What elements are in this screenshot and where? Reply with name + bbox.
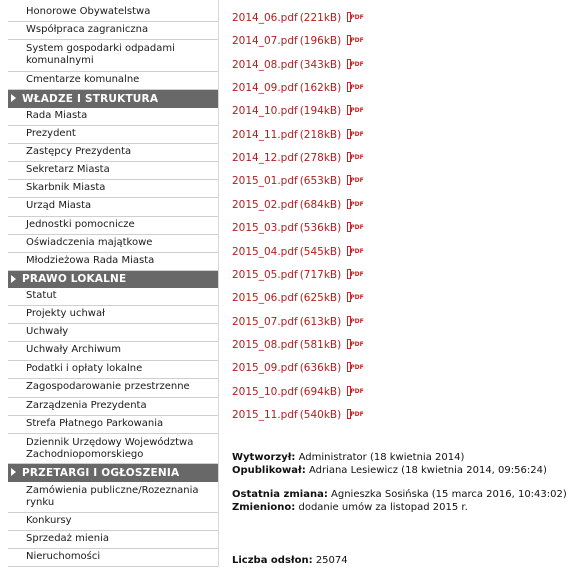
pdf-icon-text: PDF — [350, 318, 364, 325]
section-header[interactable] — [8, 90, 218, 108]
sidebar-item[interactable] — [8, 235, 218, 253]
sidebar-item[interactable] — [8, 288, 218, 306]
sidebar-item-label: Sprzedaż mienia — [26, 533, 110, 544]
sidebar-item[interactable] — [8, 342, 218, 361]
pdf-icon — [347, 129, 364, 139]
sidebar-menu — [8, 0, 219, 567]
file-size: (540kB) — [299, 409, 342, 421]
changed-label: Ostatnia zmiana: — [232, 489, 328, 500]
pdf-icon-text: PDF — [350, 341, 364, 348]
sidebar-item[interactable] — [8, 162, 218, 180]
pdf-file-link[interactable] — [232, 385, 364, 399]
created-label: Wytworzył: — [232, 452, 296, 463]
pdf-file-link[interactable] — [232, 245, 364, 259]
section-label: WŁADZE I STRUKTURA — [22, 93, 159, 105]
file-size: (625kB) — [299, 292, 342, 304]
sidebar-item[interactable] — [8, 217, 218, 235]
pdf-file-link[interactable] — [232, 291, 364, 305]
sidebar-item-label: Młodzieżowa Rada Miasta — [26, 255, 155, 266]
file-name: 2015_01.pdf — [232, 175, 298, 187]
sidebar-item-label: Sekretarz Miasta — [26, 164, 110, 175]
file-name: 2014_06.pdf — [232, 12, 298, 24]
sidebar-item[interactable] — [8, 22, 218, 40]
pdf-icon — [347, 152, 364, 162]
file-size: (343kB) — [299, 59, 342, 71]
sidebar-item-label: Zastępcy Prezydenta — [26, 146, 132, 157]
file-name: 2015_02.pdf — [232, 199, 298, 211]
pdf-icon-text: PDF — [350, 294, 364, 301]
modified-value: dodanie umów za listopad 2015 r. — [298, 502, 468, 513]
file-name: 2015_05.pdf — [232, 269, 298, 281]
pdf-file-link[interactable] — [232, 361, 364, 375]
pdf-file-link[interactable] — [232, 315, 364, 329]
pdf-icon-text: PDF — [350, 84, 364, 91]
sidebar-item-label: Statut — [26, 290, 57, 301]
pdf-icon — [347, 246, 364, 256]
sidebar-item[interactable] — [8, 434, 218, 464]
file-size: (545kB) — [299, 246, 342, 258]
pdf-file-link[interactable] — [232, 338, 364, 352]
pdf-icon-text: PDF — [350, 248, 364, 255]
sidebar-item[interactable] — [8, 40, 218, 72]
file-name: 2014_11.pdf — [232, 129, 298, 141]
pdf-icon — [347, 292, 364, 302]
file-size: (196kB) — [299, 35, 342, 47]
pdf-icon — [347, 12, 364, 22]
pdf-file-link[interactable] — [232, 34, 364, 48]
pdf-icon-text: PDF — [350, 364, 364, 371]
file-size: (581kB) — [299, 339, 342, 351]
sidebar-item-label: Konkursy — [26, 515, 72, 526]
published-label: Opublikował: — [232, 465, 306, 476]
sidebar-item-label: Projekty uchwał — [26, 308, 105, 319]
file-size: (694kB) — [299, 386, 342, 398]
sidebar-item[interactable] — [8, 398, 218, 416]
sidebar-item[interactable] — [8, 144, 218, 162]
pdf-icon-text: PDF — [350, 154, 364, 161]
pdf-file-link[interactable] — [232, 104, 364, 118]
pdf-icon — [347, 59, 364, 69]
sidebar-item[interactable] — [8, 180, 218, 198]
sidebar-item[interactable] — [8, 416, 218, 434]
pdf-icon — [347, 199, 364, 209]
file-name: 2014_07.pdf — [232, 35, 298, 47]
pdf-icon — [347, 222, 364, 232]
pdf-file-link[interactable] — [232, 174, 364, 188]
sidebar-item[interactable] — [8, 379, 218, 398]
created-value: Administrator (18 kwietnia 2014) — [298, 452, 465, 463]
published-value: Adriana Lesiewicz (18 kwietnia 2014, 09:56:24) — [308, 465, 547, 476]
sidebar-item-label: Oświadczenia majątkowe — [26, 237, 153, 248]
sidebar-item-label: Dziennik Urzędowy Województwa Zachodniopomorskiego — [26, 437, 194, 460]
sidebar-item[interactable] — [8, 513, 218, 531]
sidebar-item[interactable] — [8, 126, 218, 144]
modified-row — [232, 502, 468, 514]
modified-label: Zmieniono: — [232, 502, 296, 513]
pdf-icon — [347, 35, 364, 45]
views-row — [232, 555, 348, 567]
section-label: PRZETARGI I OGŁOSZENIA — [22, 467, 180, 479]
file-size: (278kB) — [299, 152, 342, 164]
pdf-icon — [347, 362, 364, 372]
triangle-right-icon — [11, 468, 16, 476]
pdf-icon-text: PDF — [350, 201, 364, 208]
file-name: 2015_11.pdf — [232, 409, 298, 421]
pdf-file-link[interactable] — [232, 268, 364, 282]
pdf-icon-text: PDF — [350, 107, 364, 114]
file-size: (636kB) — [299, 362, 342, 374]
file-name: 2015_07.pdf — [232, 316, 298, 328]
pdf-icon — [347, 386, 364, 396]
published-row — [232, 465, 547, 477]
sidebar-item-label: Rada Miasta — [26, 110, 88, 121]
sidebar-item[interactable] — [8, 108, 218, 126]
sidebar-item[interactable] — [8, 0, 218, 22]
pdf-icon — [347, 316, 364, 326]
file-name: 2015_10.pdf — [232, 386, 298, 398]
section-header[interactable] — [8, 271, 218, 288]
sidebar-item[interactable] — [8, 306, 218, 324]
sidebar-item[interactable] — [8, 482, 218, 513]
pdf-icon — [347, 105, 364, 115]
sidebar-item[interactable] — [8, 531, 218, 549]
pdf-icon-text: PDF — [350, 411, 364, 418]
file-name: 2014_09.pdf — [232, 82, 298, 94]
sidebar-item-label: Urząd Miasta — [26, 200, 92, 211]
sidebar-item[interactable] — [8, 549, 218, 567]
file-size: (218kB) — [299, 129, 342, 141]
sidebar-item-label: Skarbnik Miasta — [26, 182, 106, 193]
file-name: 2014_08.pdf — [232, 59, 298, 71]
sidebar-item-label: Uchwały — [26, 326, 69, 337]
file-size: (221kB) — [299, 12, 342, 24]
created-row — [232, 452, 464, 464]
changed-value: Agnieszka Sosińska (15 marca 2016, 10:43:02) — [331, 489, 567, 500]
changed-row — [232, 489, 567, 501]
sidebar-item-label: System gospodarki odpadami komunalnymi — [26, 43, 175, 66]
triangle-right-icon — [11, 94, 16, 102]
pdf-icon-text: PDF — [350, 14, 364, 21]
file-size: (653kB) — [299, 175, 342, 187]
views-label: Liczba odsłon: — [232, 555, 313, 566]
pdf-icon-text: PDF — [350, 224, 364, 231]
sidebar-item-label: Współpraca zagraniczna — [26, 24, 149, 35]
sidebar-item-label: Zagospodarowanie przestrzenne — [26, 381, 190, 392]
pdf-file-link[interactable] — [232, 151, 364, 165]
sidebar-item-label: Zamówienia publiczne/Rozeznania rynku — [26, 485, 199, 508]
file-name: 2015_09.pdf — [232, 362, 298, 374]
pdf-file-link[interactable] — [232, 11, 364, 25]
views-value: 25074 — [315, 555, 348, 566]
pdf-file-link[interactable] — [232, 58, 364, 72]
sidebar-item[interactable] — [8, 324, 218, 342]
pdf-icon-text: PDF — [350, 177, 364, 184]
file-size: (613kB) — [299, 316, 342, 328]
triangle-right-icon — [11, 275, 16, 283]
sidebar-item[interactable] — [8, 198, 218, 217]
sidebar-item-label: Zarządzenia Prezydenta — [26, 400, 147, 411]
sidebar-item[interactable] — [8, 253, 218, 271]
pdf-icon — [347, 269, 364, 279]
pdf-icon — [347, 339, 364, 349]
file-size: (536kB) — [299, 222, 342, 234]
pdf-icon-text: PDF — [350, 271, 364, 278]
pdf-icon — [347, 82, 364, 92]
file-size: (162kB) — [299, 82, 342, 94]
sidebar-item-label: Honorowe Obywatelstwa — [26, 6, 151, 17]
sidebar-item[interactable] — [8, 361, 218, 379]
file-name: 2015_04.pdf — [232, 246, 298, 258]
section-header[interactable] — [8, 464, 218, 482]
pdf-file-link[interactable] — [232, 198, 364, 212]
pdf-file-link[interactable] — [232, 408, 364, 422]
file-name: 2015_08.pdf — [232, 339, 298, 351]
sidebar-item-label: Jednostki pomocnicze — [26, 219, 135, 230]
sidebar-item[interactable] — [8, 72, 218, 90]
pdf-icon — [347, 409, 364, 419]
pdf-file-link[interactable] — [232, 128, 364, 142]
section-label: PRAWO LOKALNE — [22, 273, 127, 285]
pdf-icon-text: PDF — [350, 131, 364, 138]
sidebar-item-label: Prezydent — [26, 128, 76, 139]
sidebar-item-label: Nieruchomości — [26, 551, 101, 562]
pdf-file-link[interactable] — [232, 221, 364, 235]
file-name: 2014_12.pdf — [232, 152, 298, 164]
file-size: (194kB) — [299, 105, 342, 117]
sidebar-item-label: Cmentarze komunalne — [26, 74, 140, 85]
file-name: 2015_03.pdf — [232, 222, 298, 234]
file-size: (717kB) — [299, 269, 342, 281]
pdf-icon-text: PDF — [350, 61, 364, 68]
file-name: 2014_10.pdf — [232, 105, 298, 117]
pdf-icon-text: PDF — [350, 388, 364, 395]
pdf-icon-text: PDF — [350, 37, 364, 44]
file-name: 2015_06.pdf — [232, 292, 298, 304]
sidebar-item-label: Podatki i opłaty lokalne — [26, 363, 143, 374]
pdf-icon — [347, 175, 364, 185]
pdf-file-link[interactable] — [232, 81, 364, 95]
sidebar-item-label: Uchwały Archiwum — [26, 344, 122, 355]
file-size: (684kB) — [299, 199, 342, 211]
sidebar-item-label: Strefa Płatnego Parkowania — [26, 418, 164, 429]
